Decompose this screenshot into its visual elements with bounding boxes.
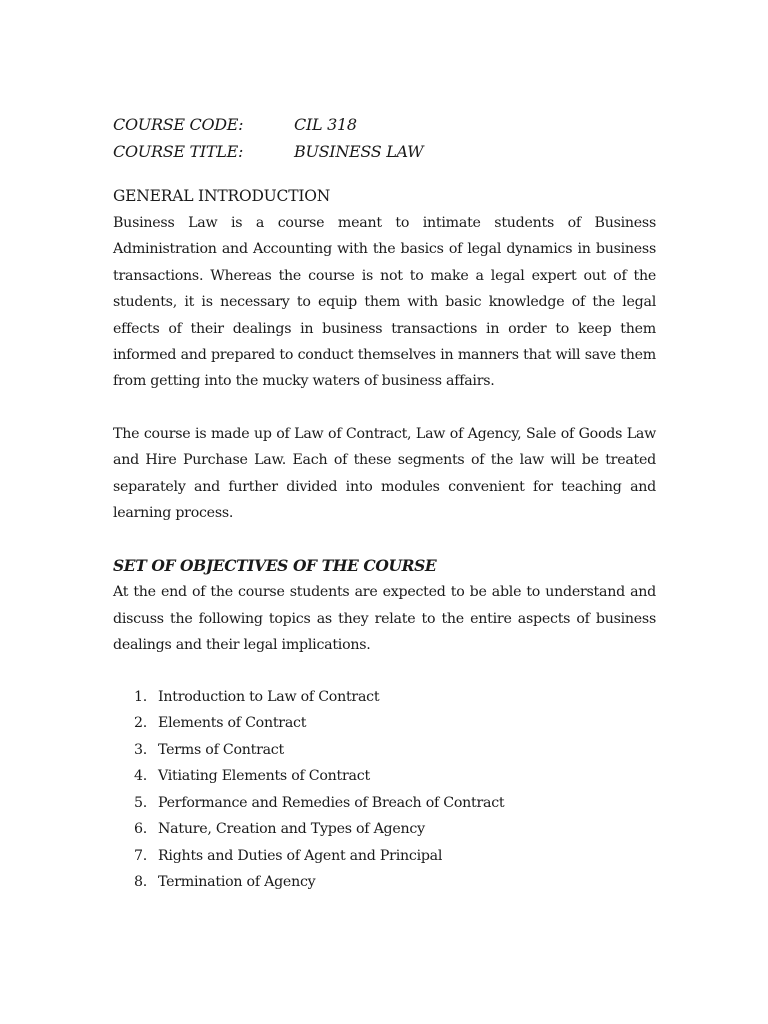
- course-code-label: COURSE CODE:: [113, 115, 244, 134]
- intro-paragraph-1: Business Law is a course meant to intimate students of Business Administration and Accounting with the basics of legal dynamics in business transactions. Whereas the course is not to make a legal expert out of the students, it is necessary to equip them with basic knowledge of the legal effects of their dealings in business transactions in order to keep them informed and prepared to conduct themselves in manners that will save them from getting into the mucky waters of business affairs.: [113, 215, 656, 390]
- list-item-text: Terms of Contract: [158, 741, 284, 758]
- list-item-text: Introduction to Law of Contract: [158, 688, 380, 705]
- list-item: [113, 737, 656, 764]
- list-item: [113, 763, 656, 790]
- list-item-number: 5.: [134, 794, 148, 811]
- list-item-number: 7.: [134, 847, 148, 864]
- list-item-text: Termination of Agency: [158, 874, 316, 891]
- objectives-intro-paragraph: At the end of the course students are expected to be able to understand and discuss the following topics as they relate to the entire aspects of business dealings and their legal implications.: [113, 584, 656, 654]
- list-item: [113, 869, 656, 896]
- list-item-text: Performance and Remedies of Breach of Contract: [158, 794, 505, 811]
- course-code-value: CIL 318: [294, 115, 357, 134]
- list-item-number: 2.: [134, 715, 148, 732]
- list-item-text: Nature, Creation and Types of Agency: [158, 821, 425, 838]
- list-item-text: Vitiating Elements of Contract: [158, 768, 370, 785]
- list-item-text: Elements of Contract: [158, 715, 307, 732]
- list-item-number: 6.: [134, 821, 148, 838]
- list-item: [113, 684, 656, 711]
- list-item-number: 4.: [134, 768, 148, 785]
- list-item-text: Rights and Duties of Agent and Principal: [158, 847, 443, 864]
- objectives-heading: SET OF OBJECTIVES OF THE COURSE: [113, 556, 437, 576]
- list-item-number: 8.: [134, 874, 148, 891]
- intro-paragraph-2: The course is made up of Law of Contract, Law of Agency, Sale of Goods Law and Hire Purchase Law. Each of these segments of the law will be treated separately and further divided into modules convenient for teaching and learning process.: [113, 425, 656, 522]
- list-item-number: 1.: [134, 688, 148, 705]
- list-item: [113, 710, 656, 737]
- list-item: [113, 790, 656, 817]
- list-item: [113, 843, 656, 870]
- list-item-number: 3.: [134, 741, 148, 758]
- course-title-value: BUSINESS LAW: [294, 141, 424, 161]
- course-code-row: [113, 112, 656, 139]
- course-title-row: [113, 139, 656, 166]
- general-introduction-heading: GENERAL INTRODUCTION: [113, 187, 331, 205]
- list-item: [113, 816, 656, 843]
- course-title-label: COURSE TITLE:: [113, 141, 244, 161]
- topics-list: [113, 684, 656, 896]
- document-page: [113, 112, 656, 896]
